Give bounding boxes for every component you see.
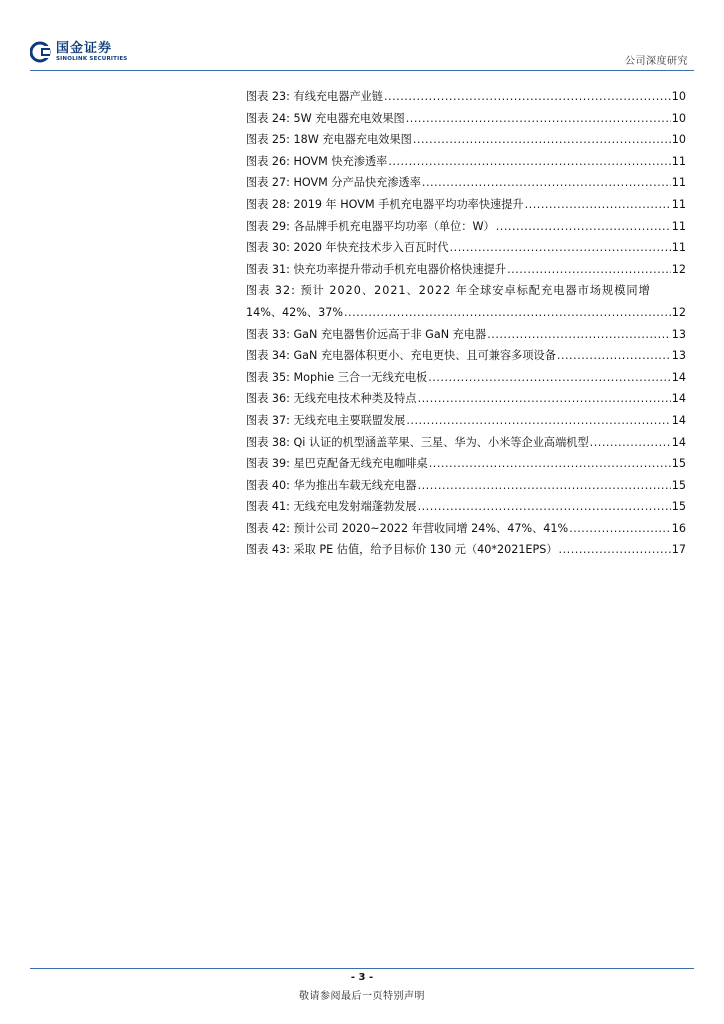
toc-entry-label: 图表 37: 无线充电主要联盟发展 bbox=[246, 413, 406, 427]
toc-leader-dots bbox=[418, 479, 671, 492]
toc-entry-page: 16 bbox=[671, 521, 686, 535]
report-type-label: 公司深度研究 bbox=[625, 56, 688, 67]
page-number: - 3 - bbox=[350, 972, 374, 983]
header-divider bbox=[30, 70, 694, 71]
toc-entry[interactable] bbox=[246, 153, 686, 175]
company-logo bbox=[30, 40, 127, 64]
toc-leader-dots bbox=[450, 241, 671, 254]
toc-entry-label-line1: 图表 32: 预计 2020、2021、2022 年全球安卓标配充电器市场规模同增 bbox=[246, 284, 651, 298]
toc-entry[interactable] bbox=[246, 498, 686, 520]
toc-entry[interactable] bbox=[246, 239, 686, 261]
toc-leader-dots bbox=[344, 306, 671, 319]
toc-entry-label: 图表 41: 无线充电发射端蓬勃发展 bbox=[246, 500, 417, 514]
toc-entry[interactable] bbox=[246, 390, 686, 412]
toc-entry[interactable] bbox=[246, 369, 686, 391]
toc-entry[interactable] bbox=[246, 412, 686, 434]
toc-leader-dots bbox=[406, 414, 670, 427]
toc-entry-page: 11 bbox=[671, 176, 686, 190]
toc-entry-page: 11 bbox=[671, 197, 686, 211]
toc-entry[interactable] bbox=[246, 541, 686, 563]
toc-entry-page: 14 bbox=[671, 392, 686, 406]
toc-leader-dots bbox=[429, 457, 671, 470]
toc-entry[interactable] bbox=[246, 434, 686, 456]
toc-entry-label: 图表 40: 华为推出车载无线充电器 bbox=[246, 478, 417, 492]
toc-leader-dots bbox=[422, 176, 671, 189]
toc-entry-label: 图表 33: GaN 充电器售价远高于非 GaN 充电器 bbox=[246, 327, 487, 341]
toc-entry-page: 15 bbox=[671, 500, 686, 514]
toc-entry-label: 图表 39: 星巴克配备无线充电咖啡桌 bbox=[246, 457, 428, 471]
toc-entry-label: 图表 38: Qi 认证的机型涵盖苹果、三星、华为、小米等企业高端机型 bbox=[246, 435, 589, 449]
toc-leader-dots bbox=[388, 155, 670, 168]
toc-entry-page: 15 bbox=[671, 478, 686, 492]
toc-entry-page: 12 bbox=[671, 305, 686, 319]
toc-entry[interactable] bbox=[246, 326, 686, 348]
toc-entry-page: 13 bbox=[671, 349, 686, 363]
toc-entry-page: 15 bbox=[671, 457, 686, 471]
toc-entry-label: 图表 27: HOVM 分产品快充渗透率 bbox=[246, 176, 421, 190]
toc-entry[interactable] bbox=[246, 196, 686, 218]
toc-entry[interactable] bbox=[246, 261, 686, 283]
toc-entry[interactable] bbox=[246, 455, 686, 477]
toc-entry[interactable] bbox=[246, 520, 686, 542]
toc-entry-page: 12 bbox=[671, 262, 686, 276]
footer-divider bbox=[30, 968, 694, 969]
logo-english-name: SINOLINK SECURITIES bbox=[56, 56, 128, 62]
toc-entry[interactable] bbox=[246, 347, 686, 369]
toc-entry-page: 11 bbox=[671, 241, 686, 255]
toc-entry-page: 14 bbox=[671, 435, 686, 449]
toc-leader-dots bbox=[559, 543, 671, 556]
toc-entry-label: 图表 30: 2020 年快充技术步入百瓦时代 bbox=[246, 241, 449, 255]
toc-entry-label: 图表 42: 预计公司 2020~2022 年营收同增 24%、47%、41% bbox=[246, 521, 569, 535]
toc-entry-page: 10 bbox=[671, 133, 686, 147]
toc-leader-dots bbox=[525, 198, 671, 211]
figure-table-of-contents bbox=[246, 88, 686, 563]
disclaimer-note: 敬请参阅最后一页特别声明 bbox=[299, 991, 425, 1002]
toc-entry[interactable] bbox=[246, 174, 686, 196]
toc-leader-dots bbox=[418, 392, 671, 405]
toc-leader-dots bbox=[496, 220, 671, 233]
toc-entry[interactable] bbox=[246, 477, 686, 499]
toc-leader-dots bbox=[590, 436, 671, 449]
toc-leader-dots bbox=[507, 263, 671, 276]
toc-leader-dots bbox=[487, 328, 671, 341]
toc-entry[interactable] bbox=[246, 110, 686, 132]
toc-entry-label: 图表 35: Mophie 三合一无线充电板 bbox=[246, 370, 428, 384]
toc-entry[interactable] bbox=[246, 88, 686, 110]
sinolink-logo-icon bbox=[30, 40, 52, 64]
toc-entry-page: 11 bbox=[671, 154, 686, 168]
toc-entry-page: 11 bbox=[671, 219, 686, 233]
toc-entry[interactable] bbox=[246, 218, 686, 240]
toc-leader-dots bbox=[384, 90, 671, 103]
toc-entry-label: 图表 36: 无线充电技术种类及特点 bbox=[246, 392, 417, 406]
toc-entry-page: 10 bbox=[671, 90, 686, 103]
toc-leader-dots bbox=[428, 371, 671, 384]
toc-leader-dots bbox=[418, 500, 671, 513]
toc-entry-label: 图表 43: 采取 PE 估值，给予目标价 130 元（40*2021EPS） bbox=[246, 543, 558, 557]
toc-entry-multiline[interactable] bbox=[246, 282, 686, 304]
logo-chinese-name: 国金证券 bbox=[56, 41, 113, 56]
toc-entry-label: 图表 24: 5W 充电器充电效果图 bbox=[246, 111, 405, 125]
toc-entry-label: 图表 29: 各品牌手机充电器平均功率（单位：W） bbox=[246, 219, 495, 233]
toc-entry-label: 图表 31: 快充功率提升带动手机充电器价格快速提升 bbox=[246, 262, 507, 276]
toc-entry-continuation[interactable] bbox=[246, 304, 686, 326]
toc-entry-page: 14 bbox=[671, 370, 686, 384]
toc-entry-page: 14 bbox=[671, 413, 686, 427]
toc-leader-dots bbox=[557, 349, 671, 362]
toc-leader-dots bbox=[569, 522, 671, 535]
page-header bbox=[30, 40, 694, 70]
toc-entry[interactable] bbox=[246, 131, 686, 153]
toc-entry-label: 图表 26: HOVM 快充渗透率 bbox=[246, 154, 388, 168]
toc-entry-page: 13 bbox=[671, 327, 686, 341]
toc-entry-label: 图表 28: 2019 年 HOVM 手机充电器平均功率快速提升 bbox=[246, 197, 524, 211]
toc-entry-page: 17 bbox=[671, 543, 686, 557]
toc-entry-label: 图表 25: 18W 充电器充电效果图 bbox=[246, 133, 412, 147]
toc-entry-label: 图表 34: GaN 充电器体积更小、充电更快、且可兼容多项设备 bbox=[246, 349, 556, 363]
toc-leader-dots bbox=[406, 112, 671, 125]
toc-entry-label: 图表 23: 有线充电器产业链 bbox=[246, 90, 383, 103]
toc-entry-page: 10 bbox=[671, 111, 686, 125]
toc-leader-dots bbox=[413, 133, 671, 146]
toc-entry-label-line2: 14%、42%、37% bbox=[246, 305, 343, 319]
